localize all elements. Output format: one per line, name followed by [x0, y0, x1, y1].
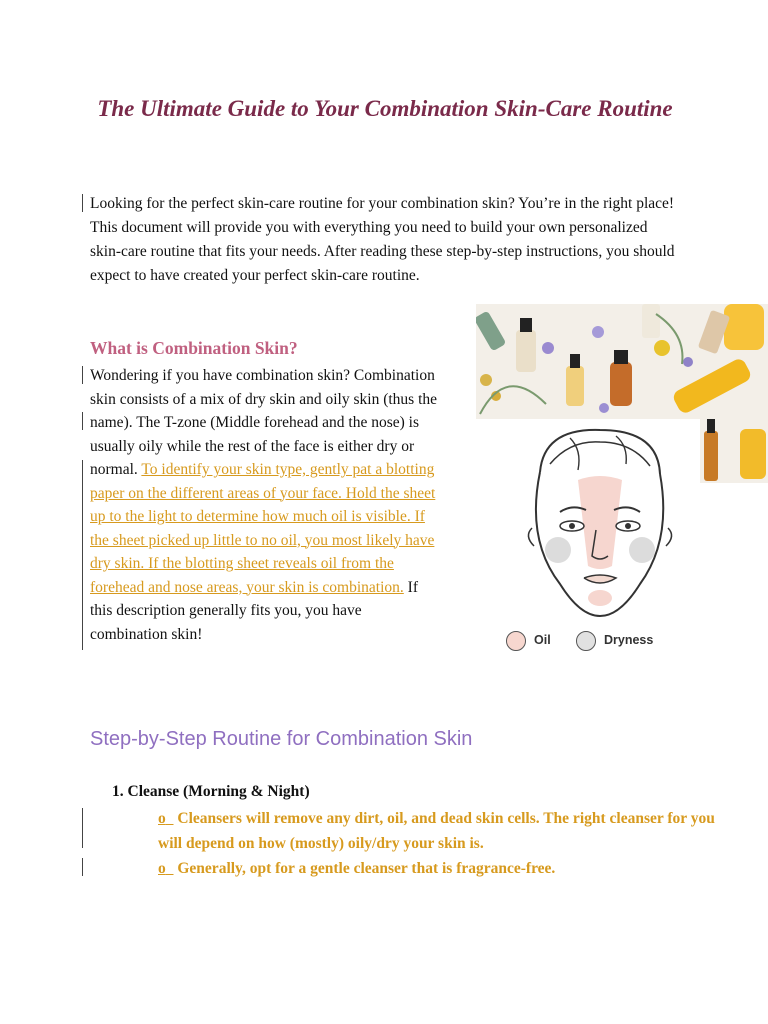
- comment-marker: [82, 858, 83, 876]
- cleanse-bullet-2: [158, 856, 718, 881]
- document-title: The Ultimate Guide to Your Combination Skin-Care Routine: [97, 96, 673, 121]
- oil-swatch-icon: [506, 631, 526, 651]
- comment-marker: [82, 460, 83, 650]
- face-skin-zone-diagram: [500, 420, 700, 660]
- step-1-cleanse: 1. Cleanse (Morning & Night): [112, 783, 310, 800]
- cleanse-bullet-1-text: Cleansers will remove any dirt, oil, and dead skin cells. The right cleanser for you will depend on how (mostly) oily/dry your skin is.: [158, 810, 715, 852]
- comment-marker: [82, 808, 83, 848]
- skin-zone-legend: [506, 630, 726, 654]
- comment-marker: [82, 194, 83, 212]
- blotting-instructions-link[interactable]: To identify your skin type, gently pat a blotting paper on the different areas of your face. Hold the sheet up to the light to determine how much oil is visible. If the sheet picked up little to no oil, you most likely have dry skin. If the blotting sheet reveals oil from the forehead and nose areas, your skin is combination.: [90, 461, 436, 596]
- combination-paragraph: [90, 364, 440, 646]
- dryness-swatch-icon: [576, 631, 596, 651]
- step-routine-heading: Step-by-Step Routine for Combination Skin: [90, 728, 473, 750]
- skincare-products-photo-extension: [700, 419, 768, 483]
- combination-text-before: Wondering if you have combination skin? Combination skin consists of a mix of dry skin and oily skin (thus the name). The T-zone (Middle forehead and the nose) is usually oily while the rest of the face is either dry or normal.: [90, 367, 438, 478]
- combination-text-after: If this description generally fits you, you have combination skin!: [90, 578, 418, 643]
- legend-dryness-label: Dryness: [604, 633, 654, 647]
- comment-marker: [82, 412, 83, 430]
- comment-marker: [82, 366, 83, 384]
- cleanse-bullet-1: [158, 806, 718, 856]
- what-is-heading: What is Combination Skin?: [90, 338, 298, 358]
- intro-paragraph: Looking for the perfect skin-care routine for your combination skin? You’re in the right place! This document will provide you with everything you need to build your own personalized skin-care routine that fits your needs. After reading these step-by-step instructions, you should expect to have created your perfect skin-care routine.: [90, 195, 675, 284]
- cleanse-bullet-2-text: Generally, opt for a gentle cleanser that is fragrance-free.: [177, 860, 556, 877]
- bullet-marker: o: [158, 860, 166, 877]
- bullet-marker: o: [158, 810, 166, 827]
- legend-oil-label: Oil: [534, 633, 551, 647]
- skincare-products-photo: [476, 304, 768, 419]
